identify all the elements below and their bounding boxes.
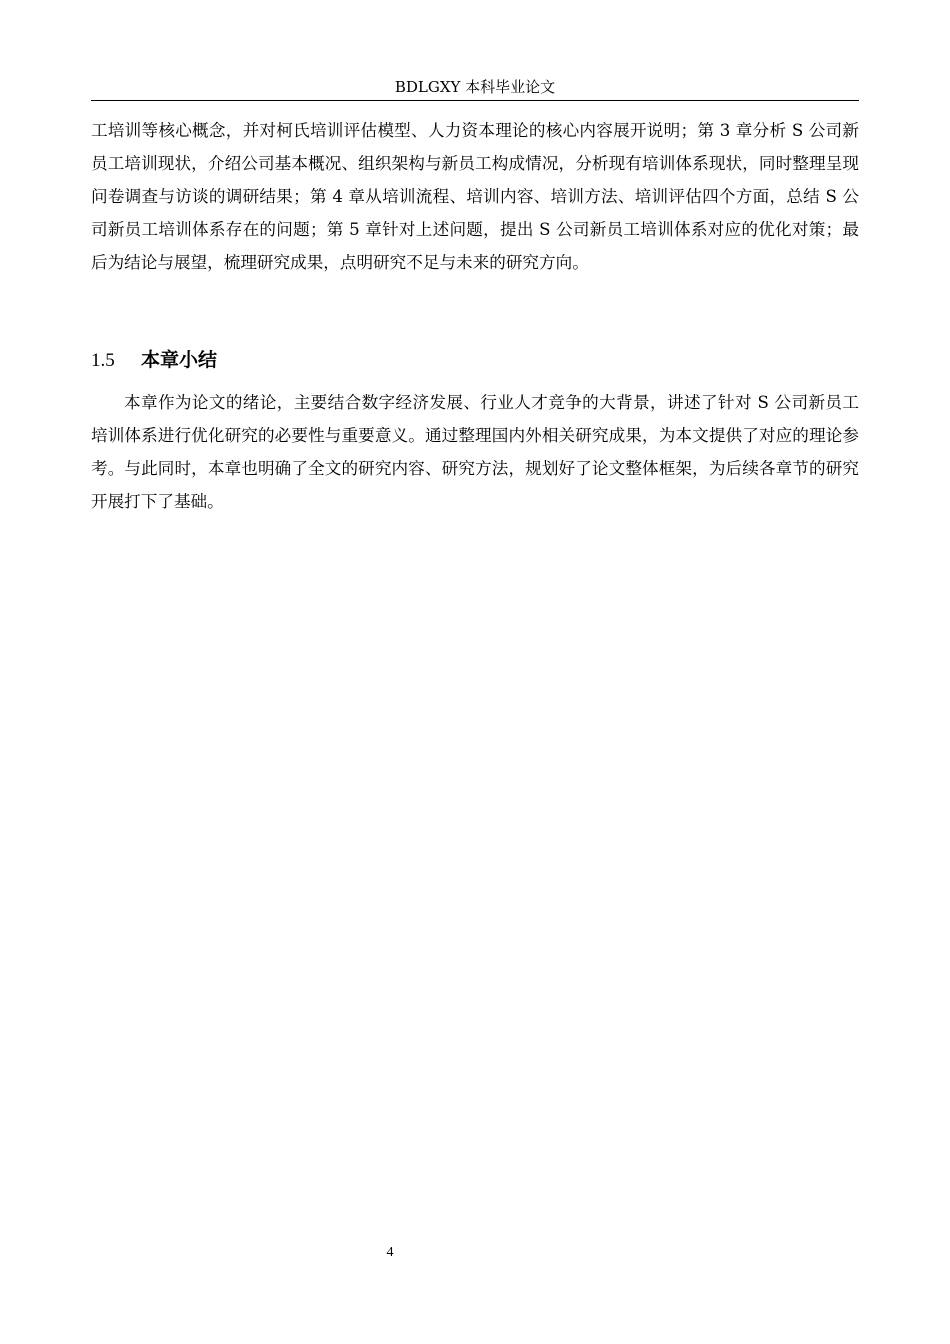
section-number: 1.5 <box>91 350 115 371</box>
section-title: 本章小结 <box>141 349 218 371</box>
header-rule <box>91 100 859 101</box>
running-header: BDLGXY 本科毕业论文 <box>394 78 556 96</box>
summary-paragraph: 本章作为论文的绪论，主要结合数字经济发展、行业人才竞争的大背景，讲述了针对 S 公司新员工培训体系进行优化研究的必要性与重要意义。通过整理国内外相关研究成果，为本文提供了对应的理论参考。与此同时，本章也明确了全文的研究内容、研究方法，规划好了论文整体框架，为后续各章节的研究开展打下了基础。 <box>91 393 859 511</box>
section-heading <box>91 343 859 378</box>
continued-paragraph: 工培训等核心概念，并对柯氏培训评估模型、人力资本理论的核心内容展开说明；第 3 章分析 S 公司新员工培训现状，介绍公司基本概况、组织架构与新员工构成情况，分析现有培训体系现状，同时整理呈现问卷调查与访谈的调研结果；第 4 章从培训流程、培训内容、培训方法、培训评估四个方面，总结 S 公司新员工培训体系存在的问题；第 5 章针对上述问题，提出 S 公司新员工培训体系对应的优化对策；最后为结论与展望，梳理研究成果，点明研究不足与未来的研究方向。 <box>91 121 859 272</box>
page-number: 4 <box>386 1245 394 1260</box>
